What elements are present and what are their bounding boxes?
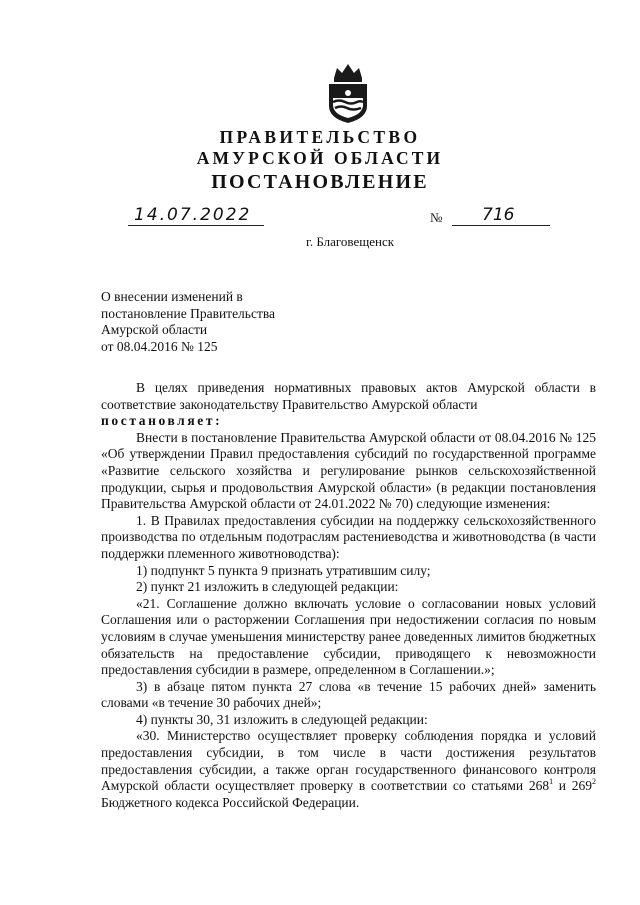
city: г. Благовещенск <box>305 234 395 249</box>
superscript: 2 <box>592 777 596 787</box>
paragraph-text: «30. Министерство осуществляет проверку соблюдения порядка и условий предоставления субсидии, в том числе в части достижения результатов предоставления субсидии, а также орган государственного финансового контроля Амурской области осуществляет проверку в соответствии со статьями 268 <box>101 728 596 794</box>
paragraph-text: и 269 <box>553 778 592 794</box>
document-type: ПОСТАНОВЛЕНИЕ <box>211 171 429 193</box>
paragraph: Внести в постановление Правительства Амурской области от 08.04.2016 № 125 «Об утверждении Правил предоставления субсидий по государственной программе «Развитие сельского хозяйства и регулирование рынков сельскохозяйственной продукции, сырья и продовольствия Амурской области» (в редакции постановления Правительства Амурской области от 24.01.2022 № 70) следующие изменения: <box>101 429 596 512</box>
intro-paragraph: В целях приведения нормативных правовых актов Амурской области в соответствие законодательству Правительство Амурской области <box>101 380 596 412</box>
document-subject <box>101 289 275 355</box>
paragraph: 1. В Правилах предоставления субсидии на поддержку сельскохозяйственного производства по отдельным подотраслям растениеводства и животноводства (в части поддержки племенного животноводства): <box>101 512 596 561</box>
subject-line: постановление Правительства <box>101 305 276 321</box>
paragraph: 2) пункт 21 изложить в следующей редакции: <box>136 579 399 595</box>
number-label: № <box>430 210 443 225</box>
subject-line: от 08.04.2016 № 125 <box>101 338 218 354</box>
paragraph: 1) подпункт 5 пункта 9 признать утратившим силу; <box>136 562 431 578</box>
paragraph-text: Бюджетного кодекса Российской Федерации. <box>101 794 360 810</box>
amur-oblast-coat-of-arms-icon <box>325 62 371 124</box>
subject-line: Амурской области <box>101 322 208 337</box>
decree-word: постановляет: <box>101 413 223 429</box>
paragraph: «21. Соглашение должно включать условие о согласовании новых условий Соглашения или о расторжении Соглашения при недостижении согласия по новым условиям в случае уменьшения министерству ранее доведенных лимитов бюджетных обязательств на предоставление субсидии, приводящего к невозможности предоставления субсидии в размере, определенном в Соглашении.»; <box>101 595 596 678</box>
government-title: ПРАВИТЕЛЬСТВО <box>219 127 421 147</box>
subject-line: О внесении изменений в <box>101 289 243 304</box>
superscript: 1 <box>549 777 554 787</box>
paragraph <box>101 728 596 811</box>
document-number: 716 <box>452 205 550 226</box>
paragraph: 4) пункты 30, 31 изложить в следующей редакции: <box>136 711 428 727</box>
region-title: АМУРСКОЙ ОБЛАСТИ <box>196 148 444 168</box>
document-body <box>101 380 596 811</box>
document-date: 14.07.2022 <box>128 205 264 226</box>
paragraph: 3) в абзаце пятом пункта 27 слова «в течение 15 рабочих дней» заменить словами «в течение 30 рабочих дней»; <box>101 678 596 711</box>
